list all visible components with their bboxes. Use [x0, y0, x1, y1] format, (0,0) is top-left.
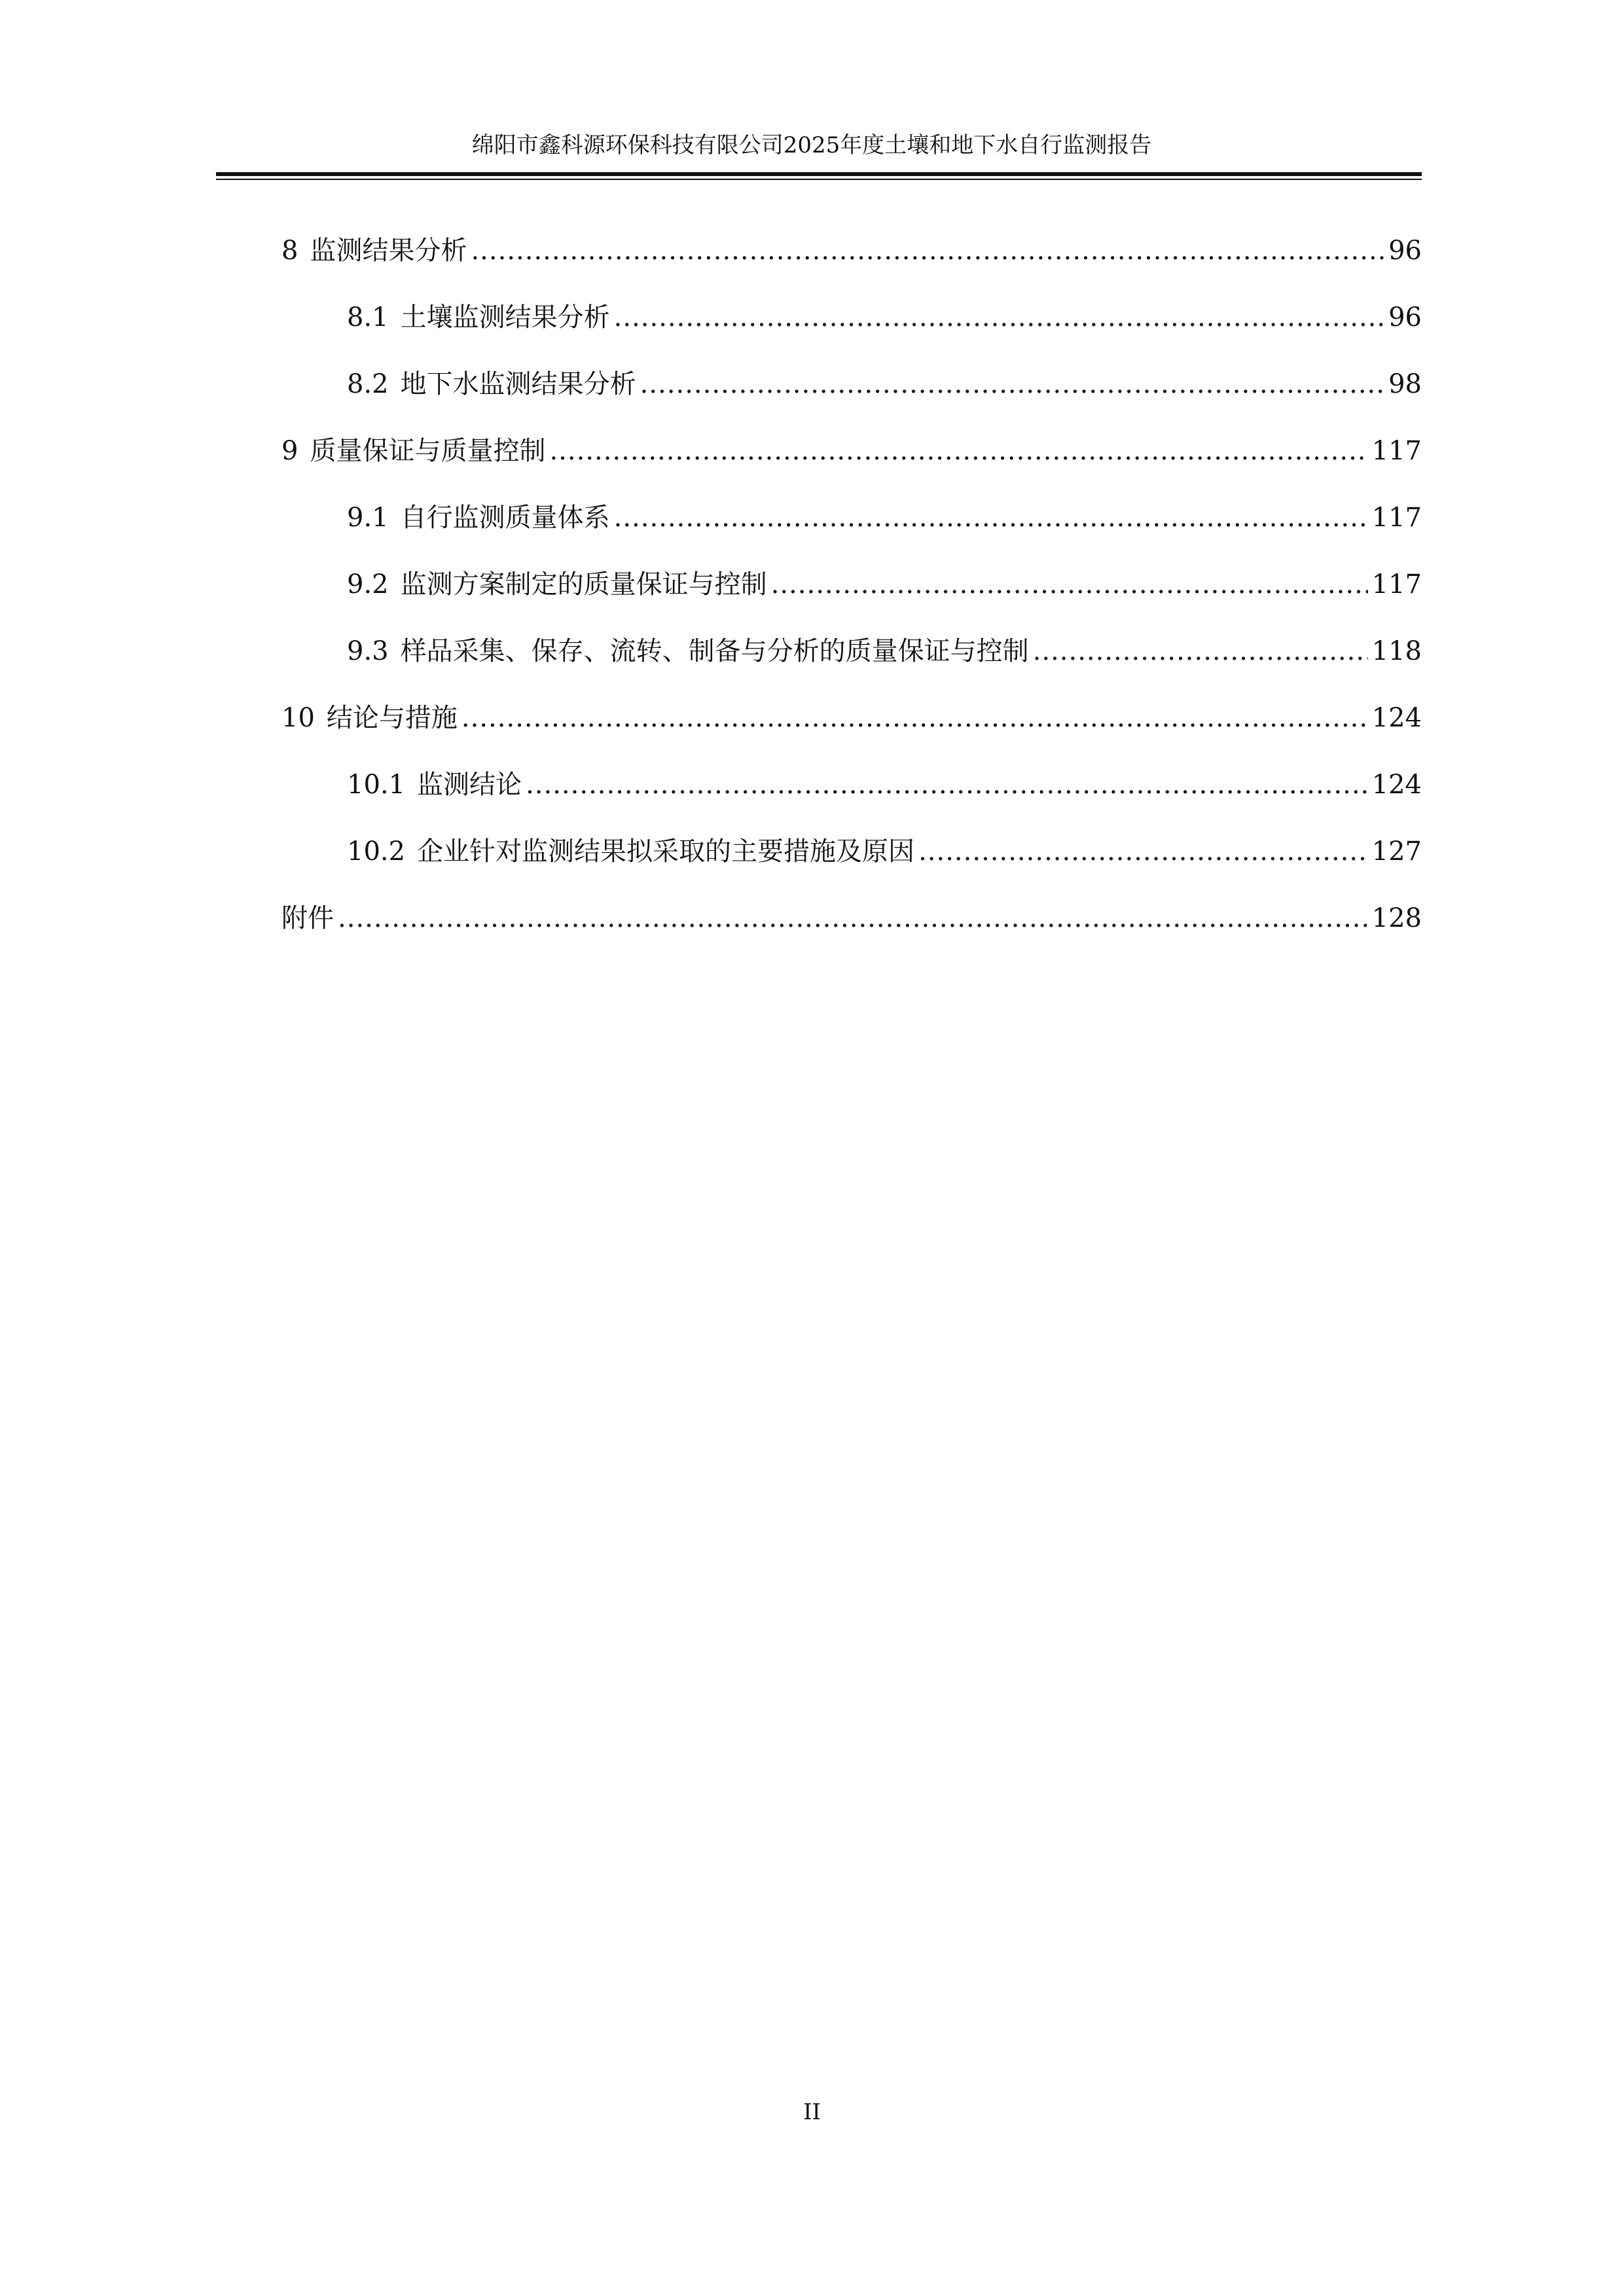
toc-number: 8.2	[347, 369, 389, 399]
toc-title: 土壤监测结果分析	[400, 302, 610, 332]
toc-title: 企业针对监测结果拟采取的主要措施及原因	[417, 836, 915, 867]
header-rule-thin	[216, 179, 1422, 180]
toc-page: 98	[1388, 369, 1422, 399]
toc-number: 10.2	[347, 836, 406, 867]
toc-entry[interactable]	[347, 765, 1422, 804]
toc-page: 128	[1371, 903, 1422, 933]
toc-page: 124	[1371, 770, 1422, 800]
toc-number: 8	[281, 236, 298, 266]
toc-page: 96	[1388, 236, 1422, 266]
toc-number: 8.1	[347, 302, 389, 332]
toc-entry[interactable]	[281, 899, 1422, 938]
toc-entry[interactable]	[347, 632, 1422, 671]
toc-leader	[338, 899, 1368, 938]
toc-title: 样品采集、保存、流转、制备与分析的质量保证与控制	[400, 636, 1029, 666]
toc-number: 9.2	[347, 569, 389, 600]
toc-page: 117	[1371, 569, 1422, 600]
toc-title: 地下水监测结果分析	[400, 369, 636, 399]
page-number: II	[803, 2099, 821, 2125]
toc-title: 附件	[281, 903, 334, 933]
toc-entry[interactable]	[347, 565, 1422, 604]
toc-page: 117	[1371, 503, 1422, 533]
toc-page: 96	[1388, 302, 1422, 332]
toc-entry[interactable]	[281, 431, 1422, 471]
toc-entry[interactable]	[347, 298, 1422, 337]
toc-title: 质量保证与质量控制	[310, 436, 546, 466]
toc-leader	[614, 498, 1368, 537]
toc-title: 结论与措施	[326, 703, 458, 733]
toc-page: 124	[1371, 703, 1422, 733]
toc-entry[interactable]	[347, 832, 1422, 871]
toc-leader	[640, 365, 1384, 404]
toc-leader	[471, 231, 1384, 270]
toc-leader	[1033, 632, 1368, 671]
toc-number: 9	[281, 436, 298, 466]
header-rule-thick	[216, 172, 1422, 176]
toc-leader	[918, 832, 1368, 871]
toc-entry[interactable]	[347, 365, 1422, 404]
toc-leader	[461, 698, 1368, 738]
toc-page: 118	[1371, 636, 1422, 666]
toc-leader	[526, 765, 1368, 804]
toc-title: 自行监测质量体系	[400, 503, 610, 533]
toc-title: 监测结论	[417, 770, 522, 800]
toc-page: 117	[1371, 436, 1422, 466]
toc-entry[interactable]	[281, 231, 1422, 270]
toc-page: 127	[1371, 836, 1422, 867]
toc-title: 监测结果分析	[310, 236, 467, 266]
toc-number: 9.3	[347, 636, 389, 666]
toc-leader	[549, 431, 1367, 471]
toc-leader	[614, 298, 1384, 337]
toc-entry[interactable]	[347, 498, 1422, 537]
toc-number: 10	[281, 703, 315, 733]
toc-leader	[771, 565, 1368, 604]
toc-entry[interactable]	[281, 698, 1422, 738]
toc-number: 9.1	[347, 503, 389, 533]
running-header: 绵阳市鑫科源环保科技有限公司2025年度土壤和地下水自行监测报告	[471, 132, 1152, 158]
toc-number: 10.1	[347, 770, 406, 800]
toc-title: 监测方案制定的质量保证与控制	[400, 569, 767, 600]
